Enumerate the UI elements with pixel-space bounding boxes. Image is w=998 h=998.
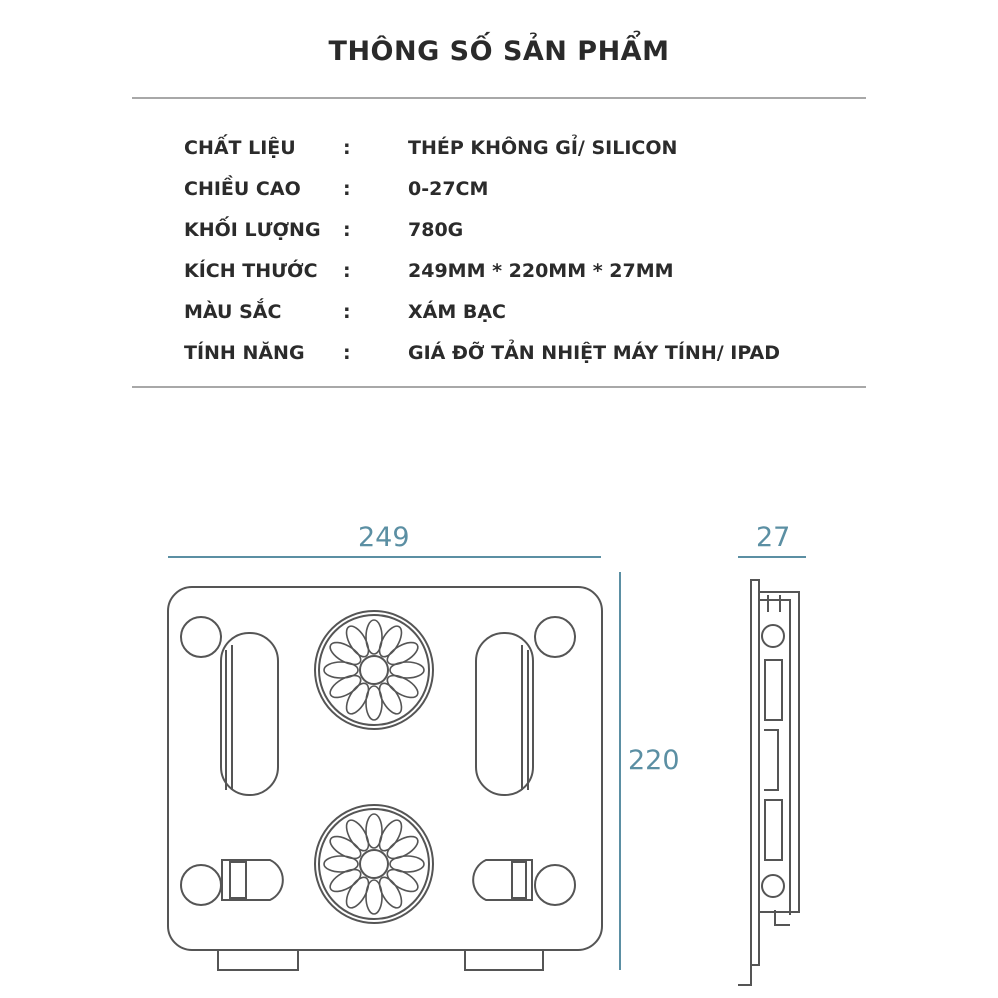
stand-foot-left [218, 950, 298, 970]
depth-dimension-label: 27 [756, 522, 791, 553]
spec-value: THÉP KHÔNG GỈ/ SILICON [408, 137, 678, 159]
rubber-pad-top-right [535, 617, 575, 657]
height-dimension-label: 220 [628, 745, 680, 776]
fan-blade [327, 671, 364, 702]
spec-value: XÁM BẠC [408, 301, 507, 323]
slot-left-hinge [226, 645, 232, 790]
product-side-view-drawing [738, 580, 799, 985]
spec-value: 249MM * 220MM * 27MM [408, 260, 674, 282]
rubber-pad-top-left [181, 617, 221, 657]
slot-left [221, 633, 278, 795]
fan-blade [342, 874, 373, 911]
spec-label: TÍNH NĂNG [184, 342, 305, 364]
clip-bottom-right-inner [512, 862, 526, 898]
fan-blade [327, 832, 364, 863]
spec-colon: : [343, 178, 351, 200]
spec-label: KÍCH THƯỚC [184, 260, 318, 282]
fan-blade [384, 671, 421, 702]
spec-colon: : [343, 301, 351, 323]
spec-label: KHỐI LƯỢNG [184, 219, 321, 241]
fan-blade [384, 832, 421, 863]
fan-blade [375, 817, 406, 854]
fan-bottom-outer [315, 805, 433, 923]
spec-value: 0-27CM [408, 178, 489, 200]
fan-top-blades [324, 620, 424, 720]
fan-blade [327, 638, 364, 669]
side-hinge-top [762, 625, 784, 647]
fan-top-outer [315, 611, 433, 729]
clip-bottom-left-inner [230, 862, 246, 898]
fan-blade [342, 817, 373, 854]
fan-blade [342, 680, 373, 717]
side-plate [751, 580, 759, 965]
clip-bottom-left [222, 860, 283, 900]
rubber-pad-bottom-right [535, 865, 575, 905]
spec-value: GIÁ ĐỠ TẢN NHIỆT MÁY TÍNH/ IPAD [408, 342, 781, 364]
spec-colon: : [343, 219, 351, 241]
side-hinge-bottom [762, 875, 784, 897]
fan-blade [342, 623, 373, 660]
fan-bottom-blades [324, 814, 424, 914]
fan-blade [384, 865, 421, 896]
clip-bottom-right [473, 860, 532, 900]
width-dimension-label: 249 [358, 522, 410, 553]
spec-label: MÀU SẮC [184, 301, 282, 323]
fan-blade [375, 623, 406, 660]
page-title: THÔNG SỐ SẢN PHẨM [328, 36, 670, 67]
spec-colon: : [343, 342, 351, 364]
fan-blade [375, 874, 406, 911]
spec-label: CHẤT LIỆU [184, 137, 296, 159]
fan-top-hub [360, 656, 388, 684]
slot-right-hinge [522, 645, 528, 790]
slot-right [476, 633, 533, 795]
fan-blade [375, 680, 406, 717]
fan-blade [384, 638, 421, 669]
fan-bottom-hub [360, 850, 388, 878]
stand-foot-right [465, 950, 543, 970]
spec-value: 780G [408, 219, 464, 241]
rubber-pad-bottom-left [181, 865, 221, 905]
spec-colon: : [343, 137, 351, 159]
fan-blade [327, 865, 364, 896]
spec-label: CHIỀU CAO [184, 178, 301, 200]
spec-colon: : [343, 260, 351, 282]
